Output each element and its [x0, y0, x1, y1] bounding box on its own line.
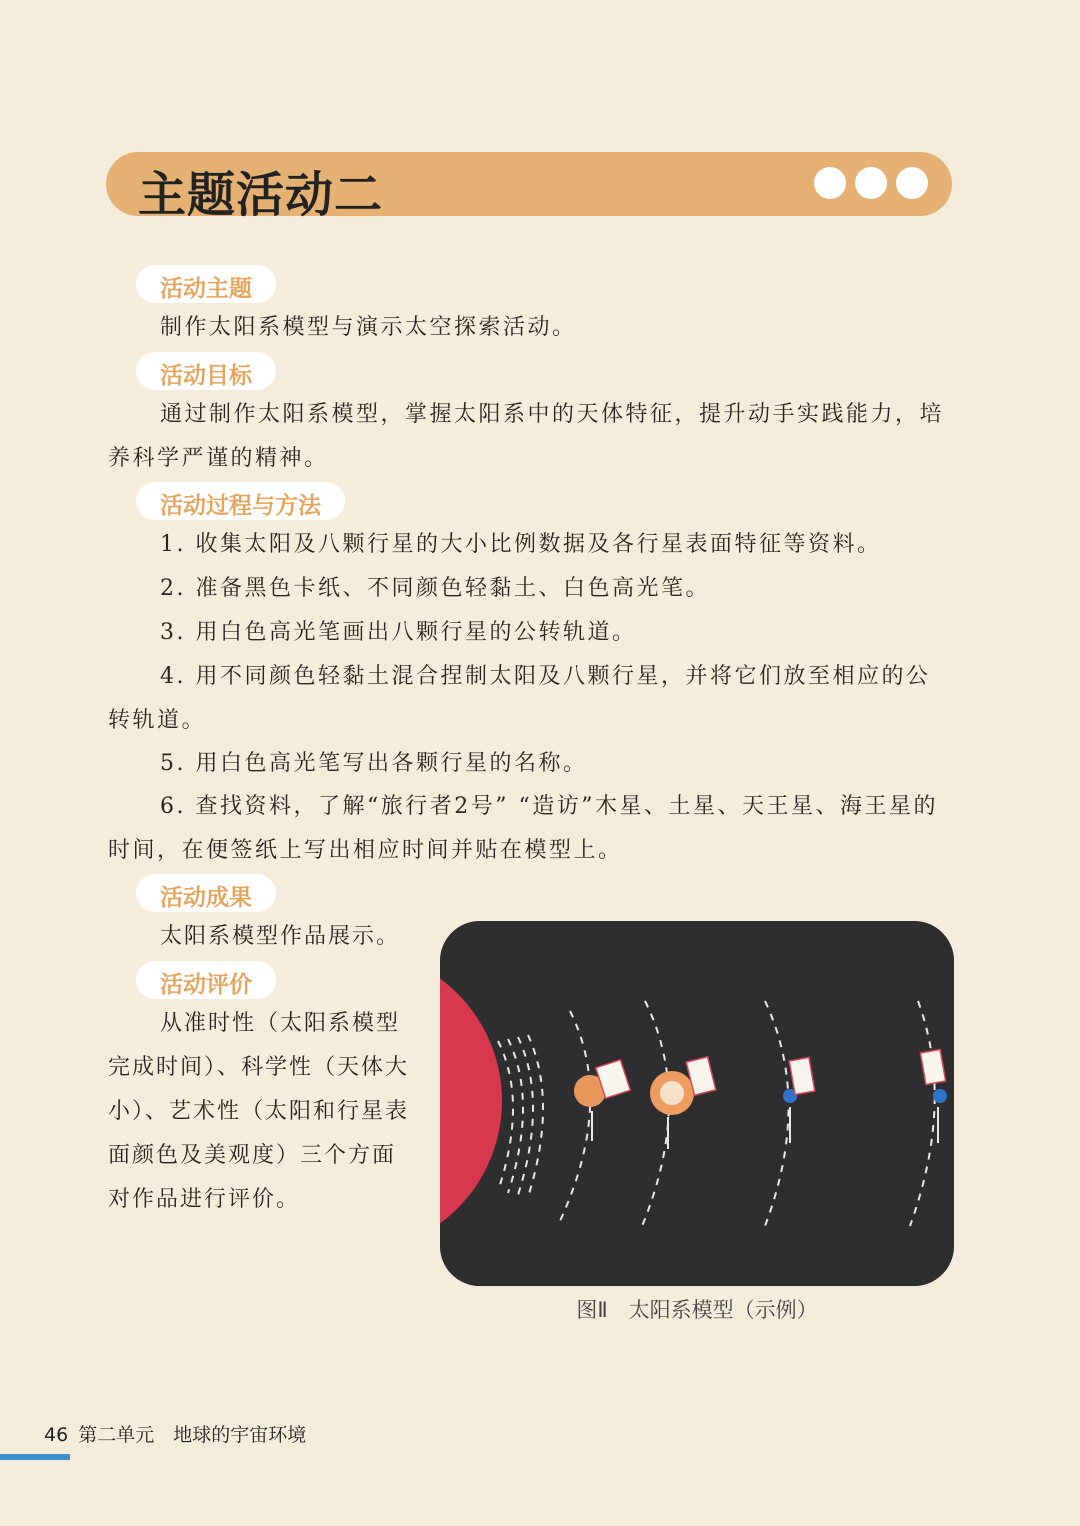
solar-system-illustration	[440, 921, 954, 1286]
tag-activity-goal: 活动目标	[136, 352, 276, 390]
banner-dot	[814, 167, 846, 199]
process-step: 3. 用白色高光笔画出八颗行星的公转轨道。	[160, 620, 637, 645]
banner-dot	[896, 167, 928, 199]
result-text: 太阳系模型作品展示。	[160, 924, 401, 949]
process-step: 5. 用白色高光笔写出各颗行星的名称。	[160, 751, 588, 776]
tag-activity-process: 活动过程与方法	[136, 482, 345, 520]
evaluation-text: 从准时性（太阳系模型完成时间）、科学性（天体大小）、艺术性（太阳和行星表面颜色及美观度）三个方面对作品进行评价。	[108, 1011, 410, 1212]
footer-accent-bar	[0, 1454, 70, 1460]
process-step: 2. 准备黑色卡纸、不同颜色轻黏土、白色高光笔。	[160, 576, 710, 601]
tag-activity-theme: 活动主题	[136, 265, 276, 303]
neptune-clay	[933, 1089, 947, 1103]
process-step: 6. 查找资料，了解“旅行者2号” “造访”木星、土星、天王星、海王星的时间，在便签纸上写出相应时间并贴在模型上。	[108, 794, 938, 863]
process-step: 4. 用不同颜色轻黏土混合捏制太阳及八颗行星，并将它们放至相应的公转轨道。	[108, 664, 931, 733]
tag-activity-evaluation: 活动评价	[136, 961, 276, 999]
goal-text: 通过制作太阳系模型，掌握太阳系中的天体特征，提升动手实践能力，培养科学严谨的精神。	[108, 402, 945, 471]
figure-caption: 图Ⅱ 太阳系模型（示例）	[576, 1298, 818, 1322]
theme-text: 制作太阳系模型与演示太空探索活动。	[160, 315, 577, 340]
tag-activity-result: 活动成果	[136, 874, 276, 912]
section-banner	[106, 152, 952, 223]
solar-system-model-photo	[440, 921, 954, 1286]
process-step: 1. 收集太阳及八颗行星的大小比例数据及各行星表面特征等资料。	[160, 532, 882, 557]
unit-title: 第二单元 地球的宇宙环境	[78, 1424, 307, 1446]
banner-dot	[855, 167, 887, 199]
page-title: 主题活动二	[138, 167, 384, 223]
page-footer	[44, 1420, 306, 1447]
page-number: 46	[44, 1424, 69, 1446]
